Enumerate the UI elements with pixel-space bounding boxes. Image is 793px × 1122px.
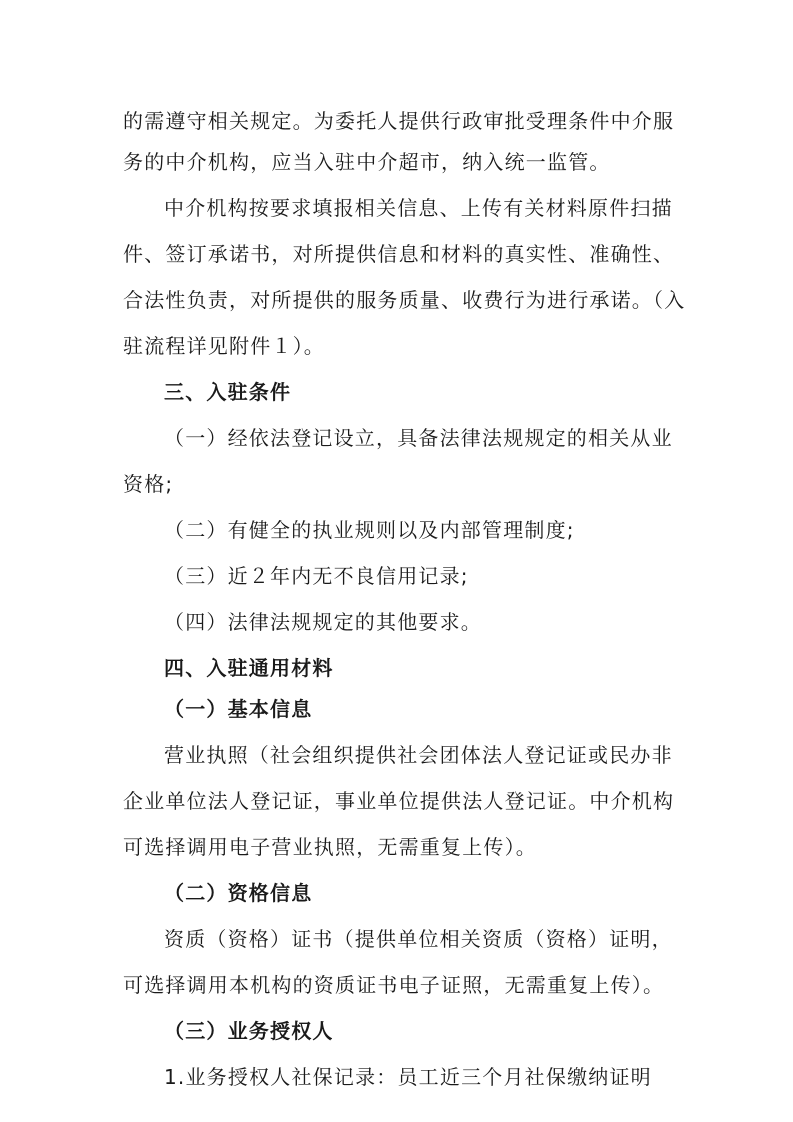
paragraph-line: 驻流程详见附件１）。	[123, 334, 325, 358]
subsection-heading: （二）资格信息	[164, 881, 313, 905]
subsection-heading: （一）基本信息	[164, 697, 313, 721]
paragraph-line: 可选择调用电子营业执照，无需重复上传）。	[123, 835, 537, 859]
paragraph-line: 企业单位法人登记证，事业单位提供法人登记证。中介机构	[123, 789, 675, 813]
paragraph-line: （二）有健全的执业规则以及内部管理制度;	[164, 518, 575, 542]
paragraph-line: 的需遵守相关规定。为委托人提供行政审批受理条件中介服	[123, 109, 675, 133]
paragraph-line: 资质（资格）证书（提供单位相关资质（资格）证明，	[164, 927, 673, 951]
subsection-heading: （三）业务授权人	[164, 1019, 334, 1043]
section-heading: 四、入驻通用材料	[164, 656, 334, 680]
paragraph-line: 务的中介机构，应当入驻中介超市，纳入统一监管。	[123, 150, 611, 174]
paragraph-line: 营业执照（社会组织提供社会团体法人登记证或民办非	[164, 743, 673, 767]
paragraph-line: （四）法律法规规定的其他要求。	[164, 610, 482, 634]
paragraph-line: 1.业务授权人社保记录：员工近三个月社保缴纳证明	[164, 1065, 652, 1089]
paragraph-line: （一）经依法登记设立，具备法律法规规定的相关从业	[164, 426, 673, 450]
paragraph-line: 可选择调用本机构的资质证书电子证照，无需重复上传）。	[123, 973, 665, 997]
section-heading: 三、入驻条件	[164, 380, 292, 404]
paragraph-line: 资格;	[123, 472, 174, 496]
paragraph-line: 中介机构按要求填报相关信息、上传有关材料原件扫描	[164, 196, 673, 220]
paragraph-line: （三）近２年内无不良信用记录;	[164, 564, 469, 588]
paragraph-line: 件、签订承诺书，对所提供信息和材料的真实性、准确性、	[123, 242, 675, 266]
paragraph-line: 合法性负责，对所提供的服务质量、收费行为进行承诺。（入	[123, 288, 686, 312]
